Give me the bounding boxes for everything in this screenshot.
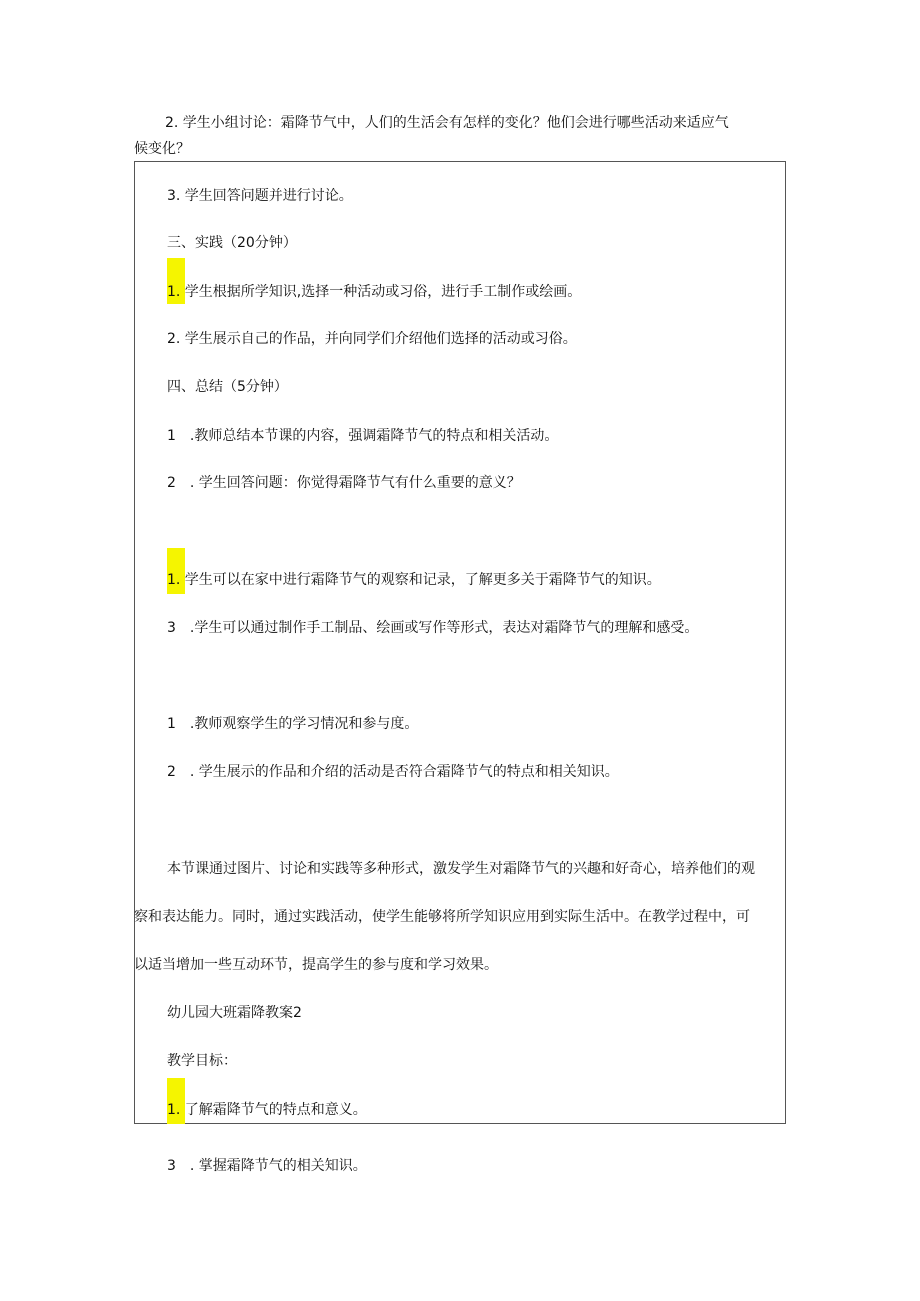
summary-paragraph-line: 本节课通过图片、讨论和实践等多种形式，激发学生对霜降节气的兴趣和好奇心，培养他们的观: [167, 861, 755, 877]
section-heading: 四、总结（5分钟）: [167, 379, 288, 395]
section-heading: 教学目标：: [167, 1053, 237, 1069]
text-line: 1 .教师总结本节课的内容，强调霜降节气的特点和相关活动。: [167, 428, 559, 444]
text-line: 2. 学生展示自己的作品，并向同学们介绍他们选择的活动或习俗。: [167, 331, 577, 347]
summary-paragraph-line: 察和表达能力。同时，通过实践活动，使学生能够将所学知识应用到实际生活中。在教学过程中，可: [134, 909, 750, 925]
text-line: 1 .教师观察学生的学习情况和参与度。: [167, 716, 419, 732]
lesson-title: 幼儿园大班霜降教案2: [167, 1005, 302, 1021]
text-line: 候变化？: [134, 141, 190, 157]
text-line: 2. 学生小组讨论：霜降节气中，人们的生活会有怎样的变化？他们会进行哪些活动来适应气: [165, 115, 729, 131]
text-line: 1. 学生可以在家中进行霜降节气的观察和记录，了解更多关于霜降节气的知识。: [167, 572, 661, 588]
section-heading: 三、实践（20分钟）: [167, 235, 297, 251]
text-line: 1. 学生根据所学知识,选择一种活动或习俗，进行手工制作或绘画。: [167, 284, 582, 300]
text-line: 3 . 掌握霜降节气的相关知识。: [167, 1158, 367, 1174]
summary-paragraph-line: 以适当增加一些互动环节，提高学生的参与度和学习效果。: [134, 957, 498, 973]
text-line: 2 . 学生展示的作品和介绍的活动是否符合霜降节气的特点和相关知识。: [167, 764, 619, 780]
text-line: 2 . 学生回答问题：你觉得霜降节气有什么重要的意义？: [167, 475, 521, 491]
text-line: 3. 学生回答问题并进行讨论。: [167, 188, 353, 204]
text-line: 1. 了解霜降节气的特点和意义。: [167, 1102, 367, 1118]
text-line: 3 .学生可以通过制作手工制品、绘画或写作等形式，表达对霜降节气的理解和感受。: [167, 620, 699, 636]
content-frame: [134, 161, 786, 1124]
